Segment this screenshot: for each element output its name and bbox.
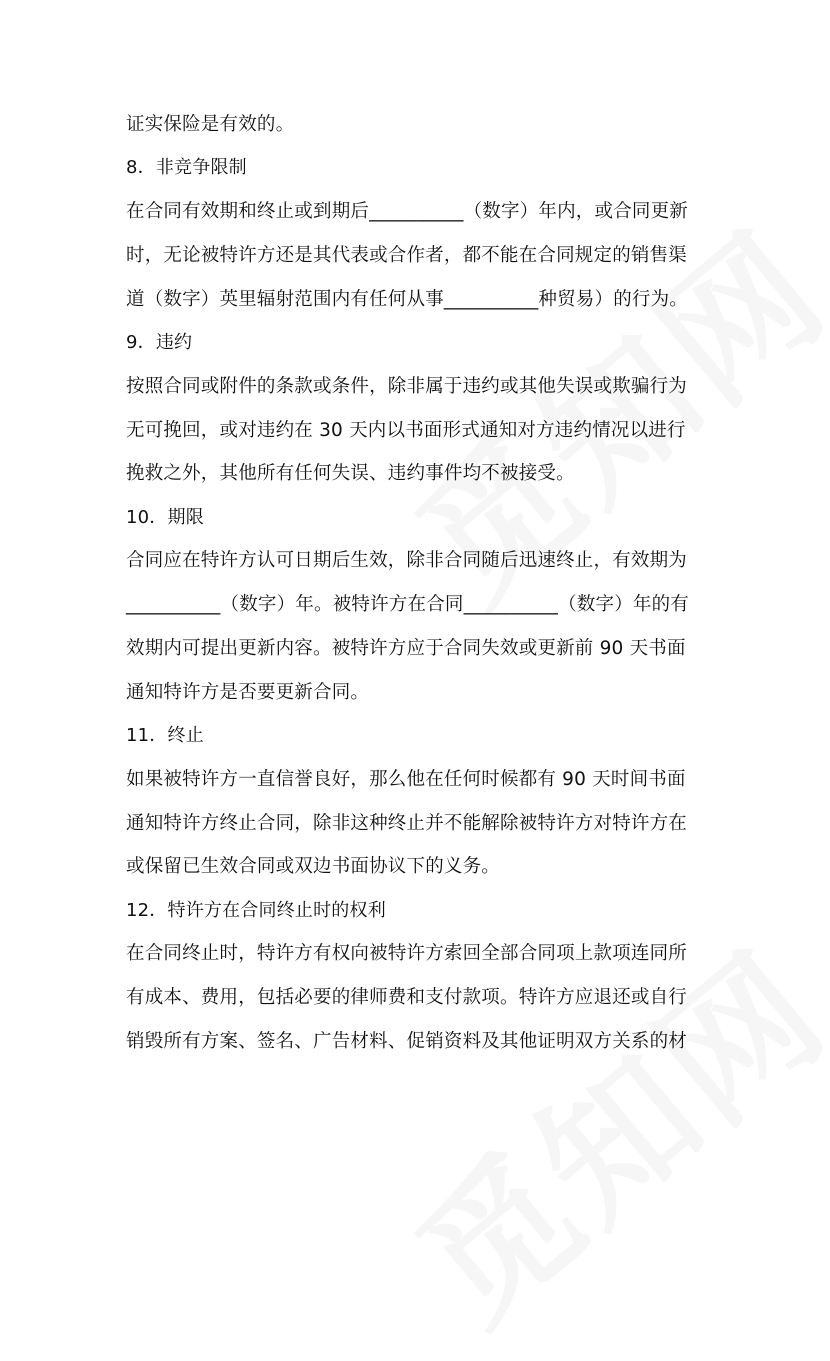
section-heading: 8．非竞争限制 <box>126 157 247 178</box>
text-line: 有成本、费用，包括必要的律师费和支付款项。特许方应退还或自行 <box>126 987 688 1008</box>
text-line: 挽救之外，其他所有任何失误、违约事件均不被接受。 <box>126 463 575 484</box>
text-line: 证实保险是有效的。 <box>126 114 295 135</box>
text-line: 在合同有效期和终止或到期后__________（数字）年内，或合同更新 <box>126 201 689 222</box>
text-line: 通知特许方是否要更新合同。 <box>126 682 370 703</box>
section-heading: 12．特许方在合同终止时的权利 <box>126 900 386 921</box>
section-heading: 11．终止 <box>126 725 204 746</box>
text-line: 在合同终止时，特许方有权向被特许方索回全部合同项上款项连同所 <box>126 943 688 964</box>
text-line: 如果被特许方一直信誉良好，那么他在任何时候都有 90 天时间书面 <box>126 769 686 790</box>
text-line: 销毁所有方案、签名、广告材料、促销资料及其他证明双方关系的材 <box>126 1031 688 1052</box>
text-line: 道（数字）英里辐射范围内有任何从事__________种贸易）的行为。 <box>126 289 689 310</box>
text-line: 时，无论被特许方还是其代表或合作者，都不能在合同规定的销售渠 <box>126 245 688 266</box>
text-line: 合同应在特许方认可日期后生效，除非合同随后迅速终止，有效期为 <box>126 550 688 571</box>
text-line: 无可挽回，或对违约在 30 天内以书面形式通知对方违约情况以进行 <box>126 420 686 441</box>
text-line: 通知特许方终止合同，除非这种终止并不能解除被特许方对特许方在 <box>126 813 688 834</box>
section-heading: 10．期限 <box>126 507 204 528</box>
section-heading: 9．违约 <box>126 332 193 353</box>
text-line: 或保留已生效合同或双边书面协议下的义务。 <box>126 856 501 877</box>
text-line: 效期内可提出更新内容。被特许方应于合同失效或更新前 90 天书面 <box>126 638 686 659</box>
text-line: 按照合同或附件的条款或条件，除非属于违约或其他失误或欺骗行为 <box>126 376 688 397</box>
text-line: __________（数字）年。被特许方在合同__________（数字）年的有 <box>126 594 690 615</box>
